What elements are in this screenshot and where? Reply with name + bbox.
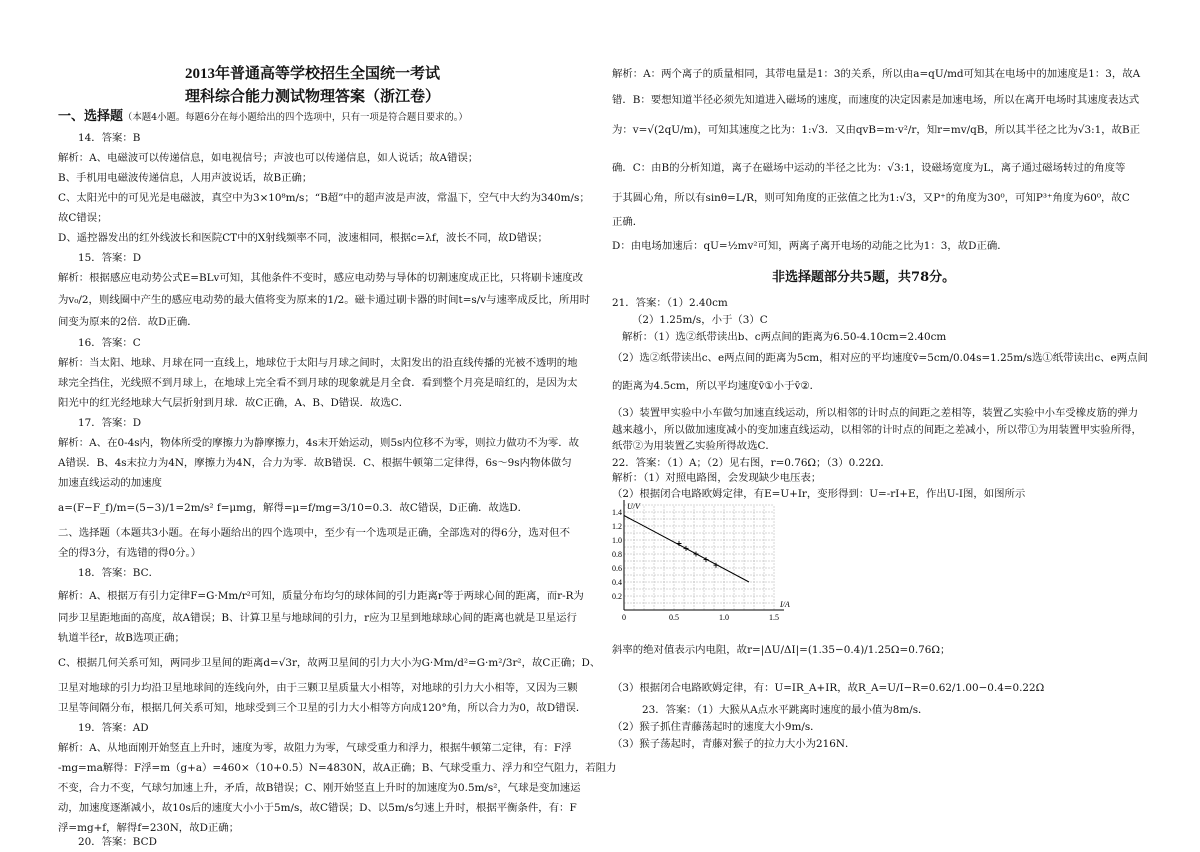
text-line: 纸带②为用装置乙实验所得故选C． [612, 440, 776, 452]
text-line: 17．答案：D [78, 417, 142, 429]
y-tick-label: 1.0 [612, 536, 622, 545]
y-tick-label: 0.4 [612, 578, 622, 587]
chart-marks [624, 516, 749, 583]
text-line: 确．C：由B的分析知道，离子在磁场中运动的半径之比为：√3:1，设磁场宽度为L，离子通过磁场转过的角度等 [612, 162, 1126, 174]
data-point [694, 552, 699, 557]
text-line: 同步卫星距地面的高度，故A错误；B、计算卫星与地球间的引力，r应为卫星到地球球心间的距离也就是卫星运行 [58, 612, 577, 624]
text-line: 轨道半径r，故B选项正确； [58, 632, 185, 644]
text-line: 卫星等间隔分布，根据几何关系可知，地球受到三个卫星的引力大小相等方向成120°角，所以合力为0，故D错误． [58, 702, 587, 714]
section-2-heading: 非选择题部分共5题，共78分。 [772, 270, 956, 285]
text-line: 越来越小，所以做加速度减小的变加速直线运动，以相邻的计时点的间距之差减小，所以带①为用装置甲实验所得， [612, 424, 1142, 436]
text-line: 解析：A、电磁波可以传递信息，如电视信号；声波也可以传递信息，如人说话；故A错误； [58, 152, 479, 164]
text-line: 23．答案：（1）大猴从A点水平跳离时速度的最小值为8m/s． [642, 704, 929, 716]
text-line: 不变，合力不变，气球匀加速上升，矛盾，故B错误；C、刚开始竖直上升时的加速度为0.5m/s²，气球是变加速运 [58, 782, 581, 794]
text-line: 加速直线运动的加速度 [58, 477, 162, 489]
text-line: （3）装置甲实验中小车做匀加速直线运动，所以相邻的计时点的间距之差相等，装置乙实验中小车受橡皮筋的弹力 [612, 407, 1139, 419]
text-line: （2）根据闭合电路欧姆定律，有E=U+Ir，变形得到：U=-rI+E，作出U-I图，如图所示 [612, 488, 1026, 500]
text-line: 浮=mg+f，解得f=230N，故D正确； [58, 822, 240, 834]
text-line: 20．答案：BCD [78, 836, 157, 848]
text-line: -mg=ma解得：F浮=m（g+a）=460×（10+0.5）N=4830N，故A正确；B、气球受重力、浮力和空气阻力，若阻力 [58, 762, 617, 774]
y-tick-label: 1.4 [612, 508, 622, 517]
section-1-heading: 一、选择题（本题4小题。每题6分在每小题给出的四个选项中，只有一项是符合题目要求的。） [58, 109, 468, 124]
text-line: 卫星对地球的引力均沿卫星地球间的连线向外，由于三颗卫星质量大小相等，对地球的引力大小相等，又因为三颗 [58, 682, 578, 694]
text-line: A错误．B、4s末拉力为4N，摩擦力为4N，合力为零．故B错误．C、根据牛顿第二定律得，6s～9s内物体做匀 [58, 457, 572, 469]
y-tick-label: 0.2 [612, 592, 622, 601]
x-tick-label: 1.5 [769, 613, 779, 622]
x-tick-label: 0 [622, 613, 626, 622]
title-line-2: 理科综合能力测试物理答案（浙江卷） [185, 89, 441, 105]
text-line: 动，加速度逐渐减小，故10s后的速度大小小于5m/s，故C错误；D、以5m/s匀速上升时，根据平衡条件，有：F [58, 802, 577, 814]
text-line: 解析：A、从地面刚开始竖直上升时，速度为零，故阻力为零，气球受重力和浮力，根据牛顿第二定律，有：F浮 [58, 742, 572, 754]
text-line: 斜率的绝对值表示内电阻，故r=|ΔU/ΔI|=(1.35−0.4)/1.25Ω=0.76Ω； [612, 644, 951, 656]
text-line: 全的得3分，有选错的得0分。） [58, 547, 202, 559]
text-line: 为v₀/2，则线圈中产生的感应电动势的最大值将变为原来的1/2。磁卡通过刷卡器的时间t=s/v与速率成反比，所用时 [58, 294, 591, 306]
text-line: 21．答案：（1）2.40cm [612, 297, 728, 309]
data-point [684, 546, 689, 551]
text-line: 解析：A、根据万有引力定律F=G·Mm/r²可知，质量分布均匀的球体间的引力距离r等于两球心间的距离，而r-R为 [58, 590, 584, 602]
text-line: 解析：（1）选②纸带读出b、c两点间的距离为6.50-4.10cm=2.40cm [622, 331, 947, 343]
text-line: 正确． [612, 216, 644, 228]
text-line: （3）根据闭合电路欧姆定律，有：U=IR_A+IR，故R_A=U/I−R=0.62/1.00−0.4=0.22Ω [612, 682, 1045, 694]
text-line: （2）1.25m/s，小于（3）C [632, 314, 768, 326]
text-line: 22．答案：（1）A；（2）见右图，r=0.76Ω；（3）0.22Ω． [612, 457, 891, 469]
text-line: 的距离为4.5cm，所以平均速度v̄①小于v̄②． [612, 380, 821, 392]
text-line: 解析：A、在0-4s内，物体所受的摩擦力为静摩擦力，4s末开始运动，则5s内位移不为零，则拉力做功不为零．故 [58, 437, 580, 449]
text-line: 二、选择题（本题共3小题。在每小题给出的四个选项中，至少有一个选项是正确，全部选对的得6分，选对但不 [58, 527, 570, 539]
text-line: 阳光中的红光经地球大气层折射到月球．故C正确，A、B、D错误．故选C． [58, 397, 410, 409]
x-tick-label: 1.0 [719, 613, 729, 622]
text-line: 解析：A：两个离子的质量相同，其带电量是1：3的关系，所以由a=qU/md可知其在电场中的加速度是1：3，故A [612, 68, 1141, 80]
text-line: 解析：当太阳、地球、月球在同一直线上，地球位于太阳与月球之间时，太阳发出的沿直线传播的光被不透明的地 [58, 357, 578, 369]
text-line: 19．答案：AD [78, 722, 149, 734]
text-line: 15．答案：D [78, 252, 142, 264]
text-line: D：由电场加速后：qU=½mv²可知，两离子离开电场的动能之比为1：3，故D正确． [612, 240, 1008, 252]
text-line: 于其圆心角，所以有sinθ=L/R，则可知角度的正弦值之比为1:√3，又P⁺的角度为30⁰，可知P³⁺角度为60⁰，故C [612, 192, 1130, 204]
y-tick-label: 1.2 [612, 522, 622, 531]
title-line-1: 2013年普通高等学校招生全国统一考试 [185, 66, 441, 82]
y-axis-label: U/V [627, 502, 640, 511]
text-line: 球完全挡住，光线照不到月球上，在地球上完全看不到月球的现象就是月全食．看到整个月亮是暗红的，是因为太 [58, 377, 578, 389]
chart-grid [624, 505, 774, 610]
x-axis-label: I/A [780, 600, 790, 609]
text-line: 16．答案：C [78, 337, 141, 349]
text-line: 间变为原来的2倍．故D正确． [58, 316, 198, 328]
text-line: D、遥控器发出的红外线波长和医院CT中的X射线频率不同，波速相同，根据c=λf，波长不同，故D错误； [58, 232, 548, 244]
text-line: （2）选②纸带读出c、e两点间的距离为5cm，相对应的平均速度v̄=5cm/0.04s=1.25m/s选①纸带读出c、e两点间 [612, 352, 1148, 364]
text-line: 为：v=√(2qU/m)，可知其速度之比为：1:√3．又由qvB=m·v²/r，知r=mv/qB，所以其半径之比为√3:1，故B正 [612, 124, 1141, 136]
text-line: C、太阳光中的可见光是电磁波，真空中为3×10⁸m/s；“B超”中的超声波是声波，常温下，空气中大约为340m/s； [58, 192, 590, 204]
u-i-chart [612, 500, 792, 625]
text-line: 故C错误； [58, 212, 108, 224]
text-line: （3）猴子荡起时，青藤对猴子的拉力大小为216N． [612, 738, 856, 750]
text-line: B、手机用电磁波传递信息，人用声波说话，故B正确； [58, 172, 313, 184]
text-line: 18．答案：BC． [78, 567, 159, 579]
text-line: 14．答案：B [78, 132, 141, 144]
text-line: 错．B：要想知道半径必须先知道进入磁场的速度，而速度的决定因素是加速电场，所以在离开电场时其速度表达式 [612, 94, 1140, 106]
y-tick-label: 0.6 [612, 564, 622, 573]
text-line: （2）猴子抓住青藤荡起时的速度大小9m/s． [612, 721, 821, 733]
x-tick-label: 0.5 [669, 613, 679, 622]
text-line: 解析：（1）对照电路图，会发现缺少电压表； [612, 472, 822, 484]
text-line: 解析：根据感应电动势公式E=BLv可知，其他条件不变时，感应电动势与导体的切割速度成正比，只将刷卡速度改 [58, 272, 584, 284]
formula-line: a=(F−F_f)/m=(5−3)/1=2m/s² f=μmg，解得=μ=f/mg=3/10=0.3．故C错误，D正确．故选D． [58, 502, 529, 514]
y-tick-label: 0.8 [612, 550, 622, 559]
chart-labels [612, 502, 790, 622]
text-line: C、根据几何关系可知，两同步卫星间的距离d=√3r，故两卫星间的引力大小为G·Mm/d²=G·m²/3r²，故C正确；D、 [58, 657, 601, 669]
